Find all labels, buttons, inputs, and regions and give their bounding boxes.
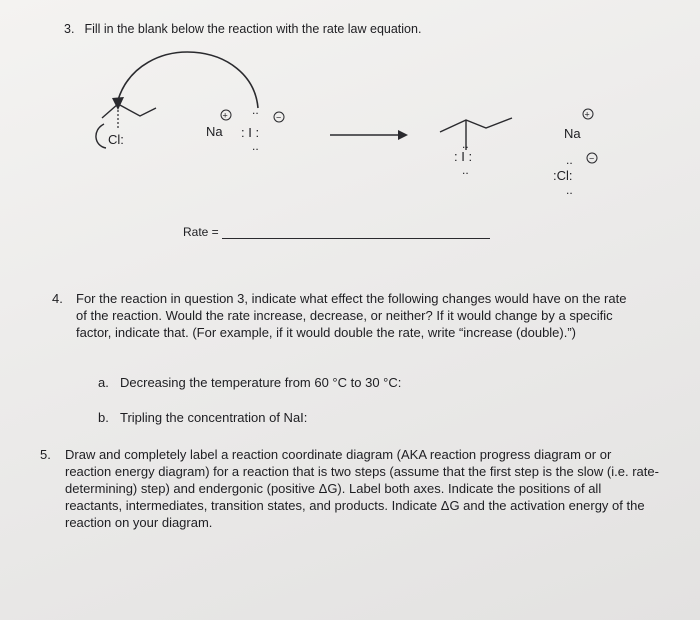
- question-3-number: 3.: [64, 22, 75, 36]
- iodide-top-pair: ..: [252, 103, 259, 117]
- product-skeleton: [440, 118, 512, 132]
- question-5-number: 5.: [40, 447, 51, 462]
- question-4b-letter: b.: [98, 410, 109, 425]
- question-4-text: For the reaction in question 3, indicate what effect the following changes would have on the rate of the reaction. Would the rate increase, decrease, or neither? If it would change by a specific factor, indicate that. (For example, if it would double the rate, write “increase (double).”): [76, 291, 627, 340]
- chloride-minus-sign: −: [589, 153, 595, 164]
- question-4-number: 4.: [52, 291, 63, 306]
- chloride-top-pair: ..: [566, 153, 573, 167]
- question-4a-letter: a.: [98, 375, 109, 390]
- reagent-iodide: : I :: [241, 125, 260, 140]
- question-4: [52, 290, 638, 341]
- rate-answer-blank[interactable]: [222, 238, 490, 239]
- question-4b-text: Tripling the concentration of NaI:: [120, 410, 308, 425]
- question-4b: [98, 410, 307, 425]
- substrate-skeleton: [102, 104, 156, 118]
- na-plus-sign: +: [222, 110, 228, 121]
- reaction-arrow-head: [398, 130, 408, 140]
- product-chloride: :Cl:: [553, 168, 573, 183]
- product-iodine-bottom: ..: [462, 163, 469, 177]
- reagent-na: Na: [206, 124, 223, 139]
- iodide-minus-sign: −: [276, 112, 282, 123]
- question-4a: [98, 375, 401, 390]
- reaction-scheme: [0, 0, 700, 260]
- product-iodine-top: ..: [462, 137, 469, 151]
- chloride-bottom-pair: ..: [566, 183, 573, 197]
- question-4a-text: Decreasing the temperature from 60 °C to 30 °C:: [120, 375, 402, 390]
- product-na-plus-sign: +: [584, 109, 590, 120]
- question-5-text: Draw and completely label a reaction coordinate diagram (AKA reaction progress diagram or or reaction energy diagram) for a reaction that is two steps (assume that the first step is the slow (i.e. rate-determining) step) and endergonic (positive ΔG). Label both axes. Indicate the positions of all reactants, intermediates, transition states, and products. Indicate ΔG and the activation energy of the reaction on your diagram.: [65, 447, 659, 530]
- question-5: [40, 446, 660, 531]
- iodide-bottom-pair: ..: [252, 139, 259, 153]
- product-na: Na: [564, 126, 581, 141]
- question-3-text: Fill in the blank below the reaction with the rate law equation.: [84, 22, 422, 36]
- rate-label: Rate =: [183, 225, 219, 239]
- substrate-cl: Cl:: [108, 132, 124, 147]
- leaving-group-arrow: [96, 124, 106, 148]
- product-iodine: : I :: [454, 149, 473, 164]
- mechanism-curved-arrow: [118, 52, 258, 108]
